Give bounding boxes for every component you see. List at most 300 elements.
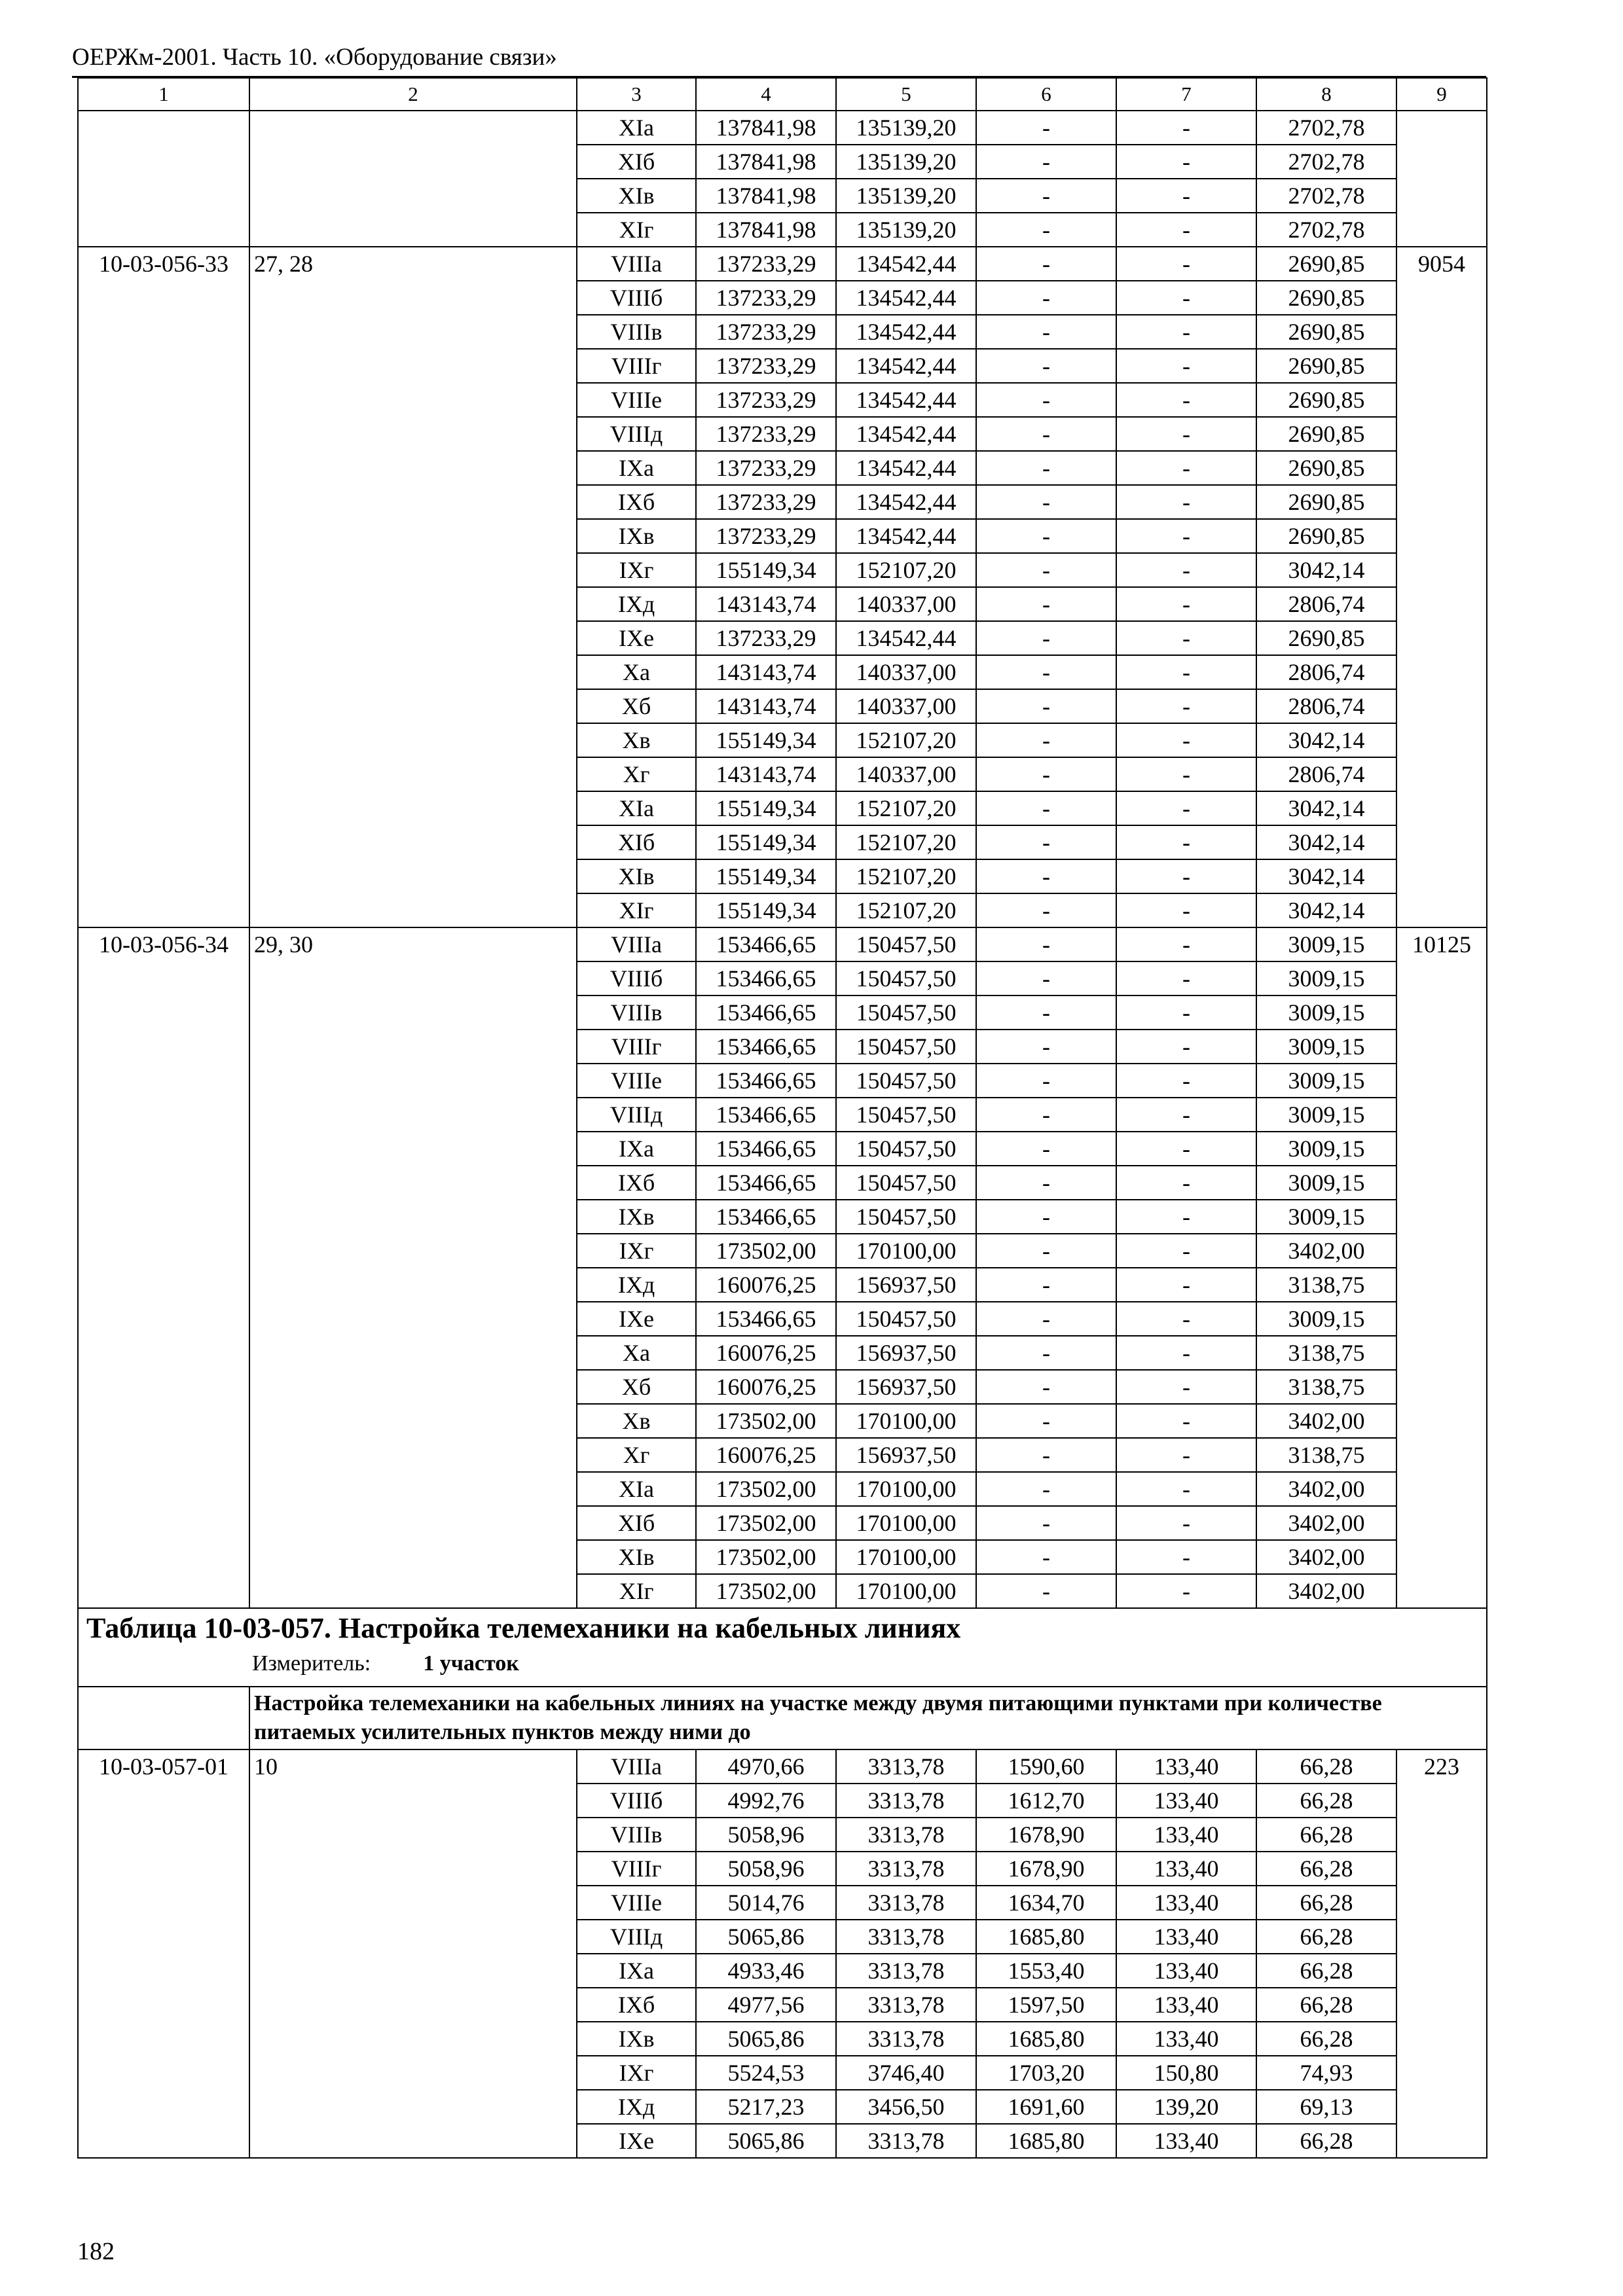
value-cell: 133,40 (1116, 1818, 1256, 1852)
col9-cell: 10125 (1396, 927, 1487, 961)
table-row (78, 1166, 1487, 1200)
value-cell: 153466,65 (696, 1166, 836, 1200)
col9-cell (1396, 1920, 1487, 1954)
rate-code-cell (78, 111, 249, 145)
measure-line (79, 1648, 1486, 1679)
value-cell: - (976, 315, 1116, 349)
value-cell: 170100,00 (836, 1404, 976, 1438)
col9-cell (1396, 1540, 1487, 1574)
value-cell: - (1116, 1030, 1256, 1064)
col9-cell (1396, 621, 1487, 655)
rate-code-cell (78, 1920, 249, 1954)
rate-name-cell (249, 1268, 577, 1302)
rate-name-cell (249, 2022, 577, 2056)
rate-name-cell (249, 281, 577, 315)
zone-cell: IXв (577, 1200, 696, 1234)
value-cell: 5065,86 (696, 2022, 836, 2056)
value-cell: 3009,15 (1256, 1166, 1396, 1200)
col9-cell (1396, 2124, 1487, 2158)
zone-cell: VIIIa (577, 247, 696, 281)
value-cell: - (1116, 145, 1256, 179)
rate-code-cell (78, 1336, 249, 1370)
rate-name-cell: 10 (249, 1749, 577, 1784)
value-cell: 66,28 (1256, 1886, 1396, 1920)
rate-name-cell (249, 1200, 577, 1234)
value-cell: 153466,65 (696, 1098, 836, 1132)
table-row (78, 1886, 1487, 1920)
zone-cell: IXв (577, 2022, 696, 2056)
col9-cell (1396, 1336, 1487, 1370)
value-cell: - (1116, 791, 1256, 825)
rate-code-cell (78, 825, 249, 859)
value-cell: - (1116, 553, 1256, 587)
value-cell: - (976, 1166, 1116, 1200)
zone-cell: IXг (577, 553, 696, 587)
value-cell: 134542,44 (836, 621, 976, 655)
value-cell: 150457,50 (836, 961, 976, 996)
table-row (78, 1336, 1487, 1370)
value-cell: 74,93 (1256, 2056, 1396, 2090)
table-row (78, 996, 1487, 1030)
rate-name-cell (249, 655, 577, 689)
value-cell: - (1116, 621, 1256, 655)
value-cell: 155149,34 (696, 859, 836, 893)
table-row (78, 1302, 1487, 1336)
value-cell: 3456,50 (836, 2090, 976, 2124)
zone-cell: IXe (577, 621, 696, 655)
value-cell: 66,28 (1256, 2124, 1396, 2158)
value-cell: - (1116, 1336, 1256, 1370)
col9-cell (1396, 1166, 1487, 1200)
rate-name-cell (249, 1030, 577, 1064)
zone-cell: VIIIe (577, 1886, 696, 1920)
col9-cell (1396, 893, 1487, 927)
value-cell: 3402,00 (1256, 1540, 1396, 1574)
table-row (78, 111, 1487, 145)
rate-name-cell (249, 349, 577, 383)
value-cell: 140337,00 (836, 689, 976, 723)
value-cell: 2690,85 (1256, 247, 1396, 281)
value-cell: 3313,78 (836, 1954, 976, 1988)
rate-code-cell (78, 1064, 249, 1098)
value-cell: - (976, 553, 1116, 587)
rate-code-cell (78, 451, 249, 485)
value-cell: 3042,14 (1256, 893, 1396, 927)
table-row (78, 757, 1487, 791)
table-row (78, 247, 1487, 281)
value-cell: - (976, 791, 1116, 825)
value-cell: 150457,50 (836, 927, 976, 961)
zone-cell: VIIIв (577, 1818, 696, 1852)
rate-code-cell (78, 383, 249, 417)
description-spacer (78, 1687, 249, 1749)
rate-code-cell (78, 553, 249, 587)
table-row (78, 927, 1487, 961)
table-row (78, 2124, 1487, 2158)
value-cell: - (1116, 519, 1256, 553)
col9-cell: 9054 (1396, 247, 1487, 281)
table-row (78, 1472, 1487, 1506)
table-row (78, 1234, 1487, 1268)
column-number: 8 (1256, 78, 1396, 111)
zone-cell: IXг (577, 1234, 696, 1268)
value-cell: - (976, 1472, 1116, 1506)
value-cell: 150457,50 (836, 1132, 976, 1166)
value-cell: 152107,20 (836, 859, 976, 893)
table-title-cell (78, 1608, 1487, 1687)
zone-cell: XIa (577, 1472, 696, 1506)
value-cell: 150,80 (1116, 2056, 1256, 2090)
value-cell: 140337,00 (836, 655, 976, 689)
rate-code-cell (78, 757, 249, 791)
value-cell: 3138,75 (1256, 1268, 1396, 1302)
col9-cell (1396, 996, 1487, 1030)
value-cell: - (976, 383, 1116, 417)
value-cell: 134542,44 (836, 349, 976, 383)
rates-table (77, 77, 1487, 2159)
value-cell: 143143,74 (696, 689, 836, 723)
value-cell: 143143,74 (696, 757, 836, 791)
value-cell: 140337,00 (836, 757, 976, 791)
value-cell: 66,28 (1256, 1954, 1396, 1988)
value-cell: 135139,20 (836, 111, 976, 145)
table-row (78, 1098, 1487, 1132)
col9-cell (1396, 2056, 1487, 2090)
col9-cell (1396, 1302, 1487, 1336)
value-cell: 3138,75 (1256, 1370, 1396, 1404)
zone-cell: XIв (577, 859, 696, 893)
table-row (78, 145, 1487, 179)
value-cell: - (976, 111, 1116, 145)
rate-name-cell (249, 1954, 577, 1988)
value-cell: 3313,78 (836, 1988, 976, 2022)
value-cell: 3042,14 (1256, 825, 1396, 859)
value-cell: - (976, 247, 1116, 281)
rate-name-cell (249, 587, 577, 621)
value-cell: - (976, 961, 1116, 996)
value-cell: 153466,65 (696, 1030, 836, 1064)
value-cell: 137233,29 (696, 417, 836, 451)
col9-cell (1396, 1886, 1487, 1920)
rate-name-cell (249, 1302, 577, 1336)
value-cell: 5058,96 (696, 1818, 836, 1852)
col9-cell (1396, 757, 1487, 791)
value-cell: - (976, 723, 1116, 757)
value-cell: 160076,25 (696, 1438, 836, 1472)
value-cell: 2806,74 (1256, 587, 1396, 621)
value-cell: 2806,74 (1256, 757, 1396, 791)
value-cell: - (1116, 1132, 1256, 1166)
value-cell: - (976, 519, 1116, 553)
table-row (78, 2056, 1487, 2090)
rate-name-cell (249, 213, 577, 247)
value-cell: 137233,29 (696, 519, 836, 553)
zone-cell: Xб (577, 689, 696, 723)
value-cell: - (1116, 1370, 1256, 1404)
value-cell: 2690,85 (1256, 417, 1396, 451)
rate-code-cell (78, 2124, 249, 2158)
col9-cell (1396, 1200, 1487, 1234)
value-cell: 170100,00 (836, 1574, 976, 1608)
value-cell: 1678,90 (976, 1852, 1116, 1886)
value-cell: - (976, 587, 1116, 621)
value-cell: - (1116, 927, 1256, 961)
zone-cell: IXг (577, 2056, 696, 2090)
value-cell: - (976, 485, 1116, 519)
rate-name-cell (249, 791, 577, 825)
value-cell: - (976, 451, 1116, 485)
value-cell: 135139,20 (836, 179, 976, 213)
zone-cell: VIIIг (577, 1852, 696, 1886)
value-cell: 3042,14 (1256, 859, 1396, 893)
rate-name-cell (249, 179, 577, 213)
value-cell: 5524,53 (696, 2056, 836, 2090)
value-cell: - (976, 213, 1116, 247)
col9-cell (1396, 1506, 1487, 1540)
col9-cell (1396, 213, 1487, 247)
rate-name-cell (249, 1784, 577, 1818)
table-row (78, 2090, 1487, 2124)
table-row (78, 383, 1487, 417)
value-cell: 2690,85 (1256, 315, 1396, 349)
value-cell: - (976, 1064, 1116, 1098)
col9-cell (1396, 1472, 1487, 1506)
value-cell: - (976, 996, 1116, 1030)
value-cell: 2690,85 (1256, 621, 1396, 655)
zone-cell: Xб (577, 1370, 696, 1404)
value-cell: 153466,65 (696, 996, 836, 1030)
value-cell: - (1116, 1098, 1256, 1132)
rate-name-cell (249, 1132, 577, 1166)
value-cell: - (1116, 757, 1256, 791)
column-number: 9 (1396, 78, 1487, 111)
table-row (78, 587, 1487, 621)
rate-name-cell (249, 519, 577, 553)
value-cell: 3009,15 (1256, 996, 1396, 1030)
value-cell: - (1116, 961, 1256, 996)
value-cell: 2690,85 (1256, 383, 1396, 417)
value-cell: 5065,86 (696, 1920, 836, 1954)
value-cell: 133,40 (1116, 1954, 1256, 1988)
rate-name-cell (249, 1988, 577, 2022)
value-cell: 3042,14 (1256, 791, 1396, 825)
value-cell: 3746,40 (836, 2056, 976, 2090)
rate-code-cell (78, 1574, 249, 1608)
rate-name-cell (249, 1438, 577, 1472)
value-cell: - (976, 145, 1116, 179)
value-cell: 173502,00 (696, 1574, 836, 1608)
value-cell: 155149,34 (696, 825, 836, 859)
rate-code-cell (78, 281, 249, 315)
zone-cell: IXд (577, 2090, 696, 2124)
rate-code-cell: 10-03-057-01 (78, 1749, 249, 1784)
rate-name-cell (249, 1472, 577, 1506)
measure-value: 1 участок (423, 1651, 519, 1676)
value-cell: 152107,20 (836, 825, 976, 859)
rate-name-cell (249, 111, 577, 145)
table-title-row (78, 1608, 1487, 1687)
rate-name-cell (249, 961, 577, 996)
table-row (78, 179, 1487, 213)
value-cell: 5058,96 (696, 1852, 836, 1886)
value-cell: 4970,66 (696, 1749, 836, 1784)
col9-cell (1396, 111, 1487, 145)
value-cell: 3313,78 (836, 2022, 976, 2056)
value-cell: - (976, 655, 1116, 689)
page-header: ОЕРЖм-2001. Часть 10. «Оборудование связи» (72, 38, 1486, 78)
value-cell: 155149,34 (696, 791, 836, 825)
col9-cell (1396, 315, 1487, 349)
rate-code-cell (78, 587, 249, 621)
table-row (78, 791, 1487, 825)
value-cell: 160076,25 (696, 1268, 836, 1302)
value-cell: 2702,78 (1256, 213, 1396, 247)
zone-cell: VIIIa (577, 1749, 696, 1784)
rate-code-cell (78, 996, 249, 1030)
value-cell: - (976, 1030, 1116, 1064)
table-row (78, 417, 1487, 451)
value-cell: - (1116, 247, 1256, 281)
value-cell: 3009,15 (1256, 1064, 1396, 1098)
value-cell: 173502,00 (696, 1540, 836, 1574)
value-cell: 137233,29 (696, 451, 836, 485)
column-number: 2 (249, 78, 577, 111)
value-cell: 150457,50 (836, 1302, 976, 1336)
rate-code-cell (78, 519, 249, 553)
rate-name-cell (249, 1886, 577, 1920)
value-cell: - (1116, 825, 1256, 859)
value-cell: 150457,50 (836, 1064, 976, 1098)
zone-cell: VIIIв (577, 996, 696, 1030)
rate-code-cell (78, 1200, 249, 1234)
value-cell: 3009,15 (1256, 1098, 1396, 1132)
value-cell: 2690,85 (1256, 349, 1396, 383)
zone-cell: VIIIв (577, 315, 696, 349)
value-cell: 160076,25 (696, 1370, 836, 1404)
value-cell: - (1116, 213, 1256, 247)
value-cell: 66,28 (1256, 1852, 1396, 1886)
value-cell: 5014,76 (696, 1886, 836, 1920)
rate-name-cell (249, 383, 577, 417)
value-cell: - (1116, 1574, 1256, 1608)
col9-cell (1396, 519, 1487, 553)
zone-cell: XIб (577, 825, 696, 859)
rate-code-cell (78, 2022, 249, 2056)
value-cell: - (1116, 1472, 1256, 1506)
value-cell: 2806,74 (1256, 689, 1396, 723)
zone-cell: IXд (577, 1268, 696, 1302)
zone-cell: IXв (577, 519, 696, 553)
value-cell: 66,28 (1256, 1818, 1396, 1852)
value-cell: - (976, 1200, 1116, 1234)
rate-name-cell (249, 1540, 577, 1574)
value-cell: - (976, 1234, 1116, 1268)
col9-cell (1396, 1030, 1487, 1064)
rate-name-cell (249, 1370, 577, 1404)
table-row (78, 1370, 1487, 1404)
table-row (78, 1506, 1487, 1540)
zone-cell: IXб (577, 1166, 696, 1200)
table-row (78, 519, 1487, 553)
value-cell: 173502,00 (696, 1234, 836, 1268)
zone-cell: XIa (577, 791, 696, 825)
value-cell: 150457,50 (836, 996, 976, 1030)
col9-cell: 223 (1396, 1749, 1487, 1784)
rate-code-cell: 10-03-056-33 (78, 247, 249, 281)
value-cell: - (976, 621, 1116, 655)
table-row (78, 485, 1487, 519)
rate-code-cell (78, 1818, 249, 1852)
table-row (78, 893, 1487, 927)
value-cell: 3402,00 (1256, 1506, 1396, 1540)
value-cell: 3009,15 (1256, 1302, 1396, 1336)
value-cell: 150457,50 (836, 1166, 976, 1200)
rate-code-cell (78, 655, 249, 689)
zone-cell: Xг (577, 757, 696, 791)
value-cell: 1597,50 (976, 1988, 1116, 2022)
rate-code-cell (78, 859, 249, 893)
value-cell: 3402,00 (1256, 1574, 1396, 1608)
table-row (78, 1574, 1487, 1608)
table-row (78, 1404, 1487, 1438)
rate-code-cell (78, 1098, 249, 1132)
value-cell: 3009,15 (1256, 1200, 1396, 1234)
value-cell: 2690,85 (1256, 451, 1396, 485)
col9-cell (1396, 689, 1487, 723)
value-cell: 137841,98 (696, 213, 836, 247)
col9-cell (1396, 961, 1487, 996)
value-cell: - (976, 281, 1116, 315)
table-row (78, 723, 1487, 757)
table-row (78, 281, 1487, 315)
rate-code-cell (78, 1784, 249, 1818)
col9-cell (1396, 485, 1487, 519)
value-cell: - (976, 1268, 1116, 1302)
rate-code-cell (78, 1886, 249, 1920)
rate-name-cell (249, 2056, 577, 2090)
value-cell: 137233,29 (696, 315, 836, 349)
rate-name-cell (249, 417, 577, 451)
value-cell: 2806,74 (1256, 655, 1396, 689)
zone-cell: VIIIд (577, 1920, 696, 1954)
zone-cell: Xг (577, 1438, 696, 1472)
rate-code-cell: 10-03-056-34 (78, 927, 249, 961)
table-row (78, 1540, 1487, 1574)
value-cell: 150457,50 (836, 1098, 976, 1132)
value-cell: - (1116, 689, 1256, 723)
col9-cell (1396, 281, 1487, 315)
value-cell: - (1116, 1506, 1256, 1540)
rate-name-cell (249, 1234, 577, 1268)
rate-code-cell (78, 1472, 249, 1506)
rate-name-cell (249, 1818, 577, 1852)
value-cell: - (976, 417, 1116, 451)
rate-code-cell (78, 961, 249, 996)
value-cell: 170100,00 (836, 1234, 976, 1268)
value-cell: 133,40 (1116, 2022, 1256, 2056)
zone-cell: XIб (577, 145, 696, 179)
rate-code-cell (78, 1030, 249, 1064)
rate-code-cell (78, 621, 249, 655)
rate-code-cell (78, 1438, 249, 1472)
value-cell: - (1116, 893, 1256, 927)
value-cell: 3313,78 (836, 1886, 976, 1920)
value-cell: 173502,00 (696, 1506, 836, 1540)
table-row (78, 655, 1487, 689)
value-cell: - (1116, 587, 1256, 621)
table-row (78, 213, 1487, 247)
col9-cell (1396, 553, 1487, 587)
